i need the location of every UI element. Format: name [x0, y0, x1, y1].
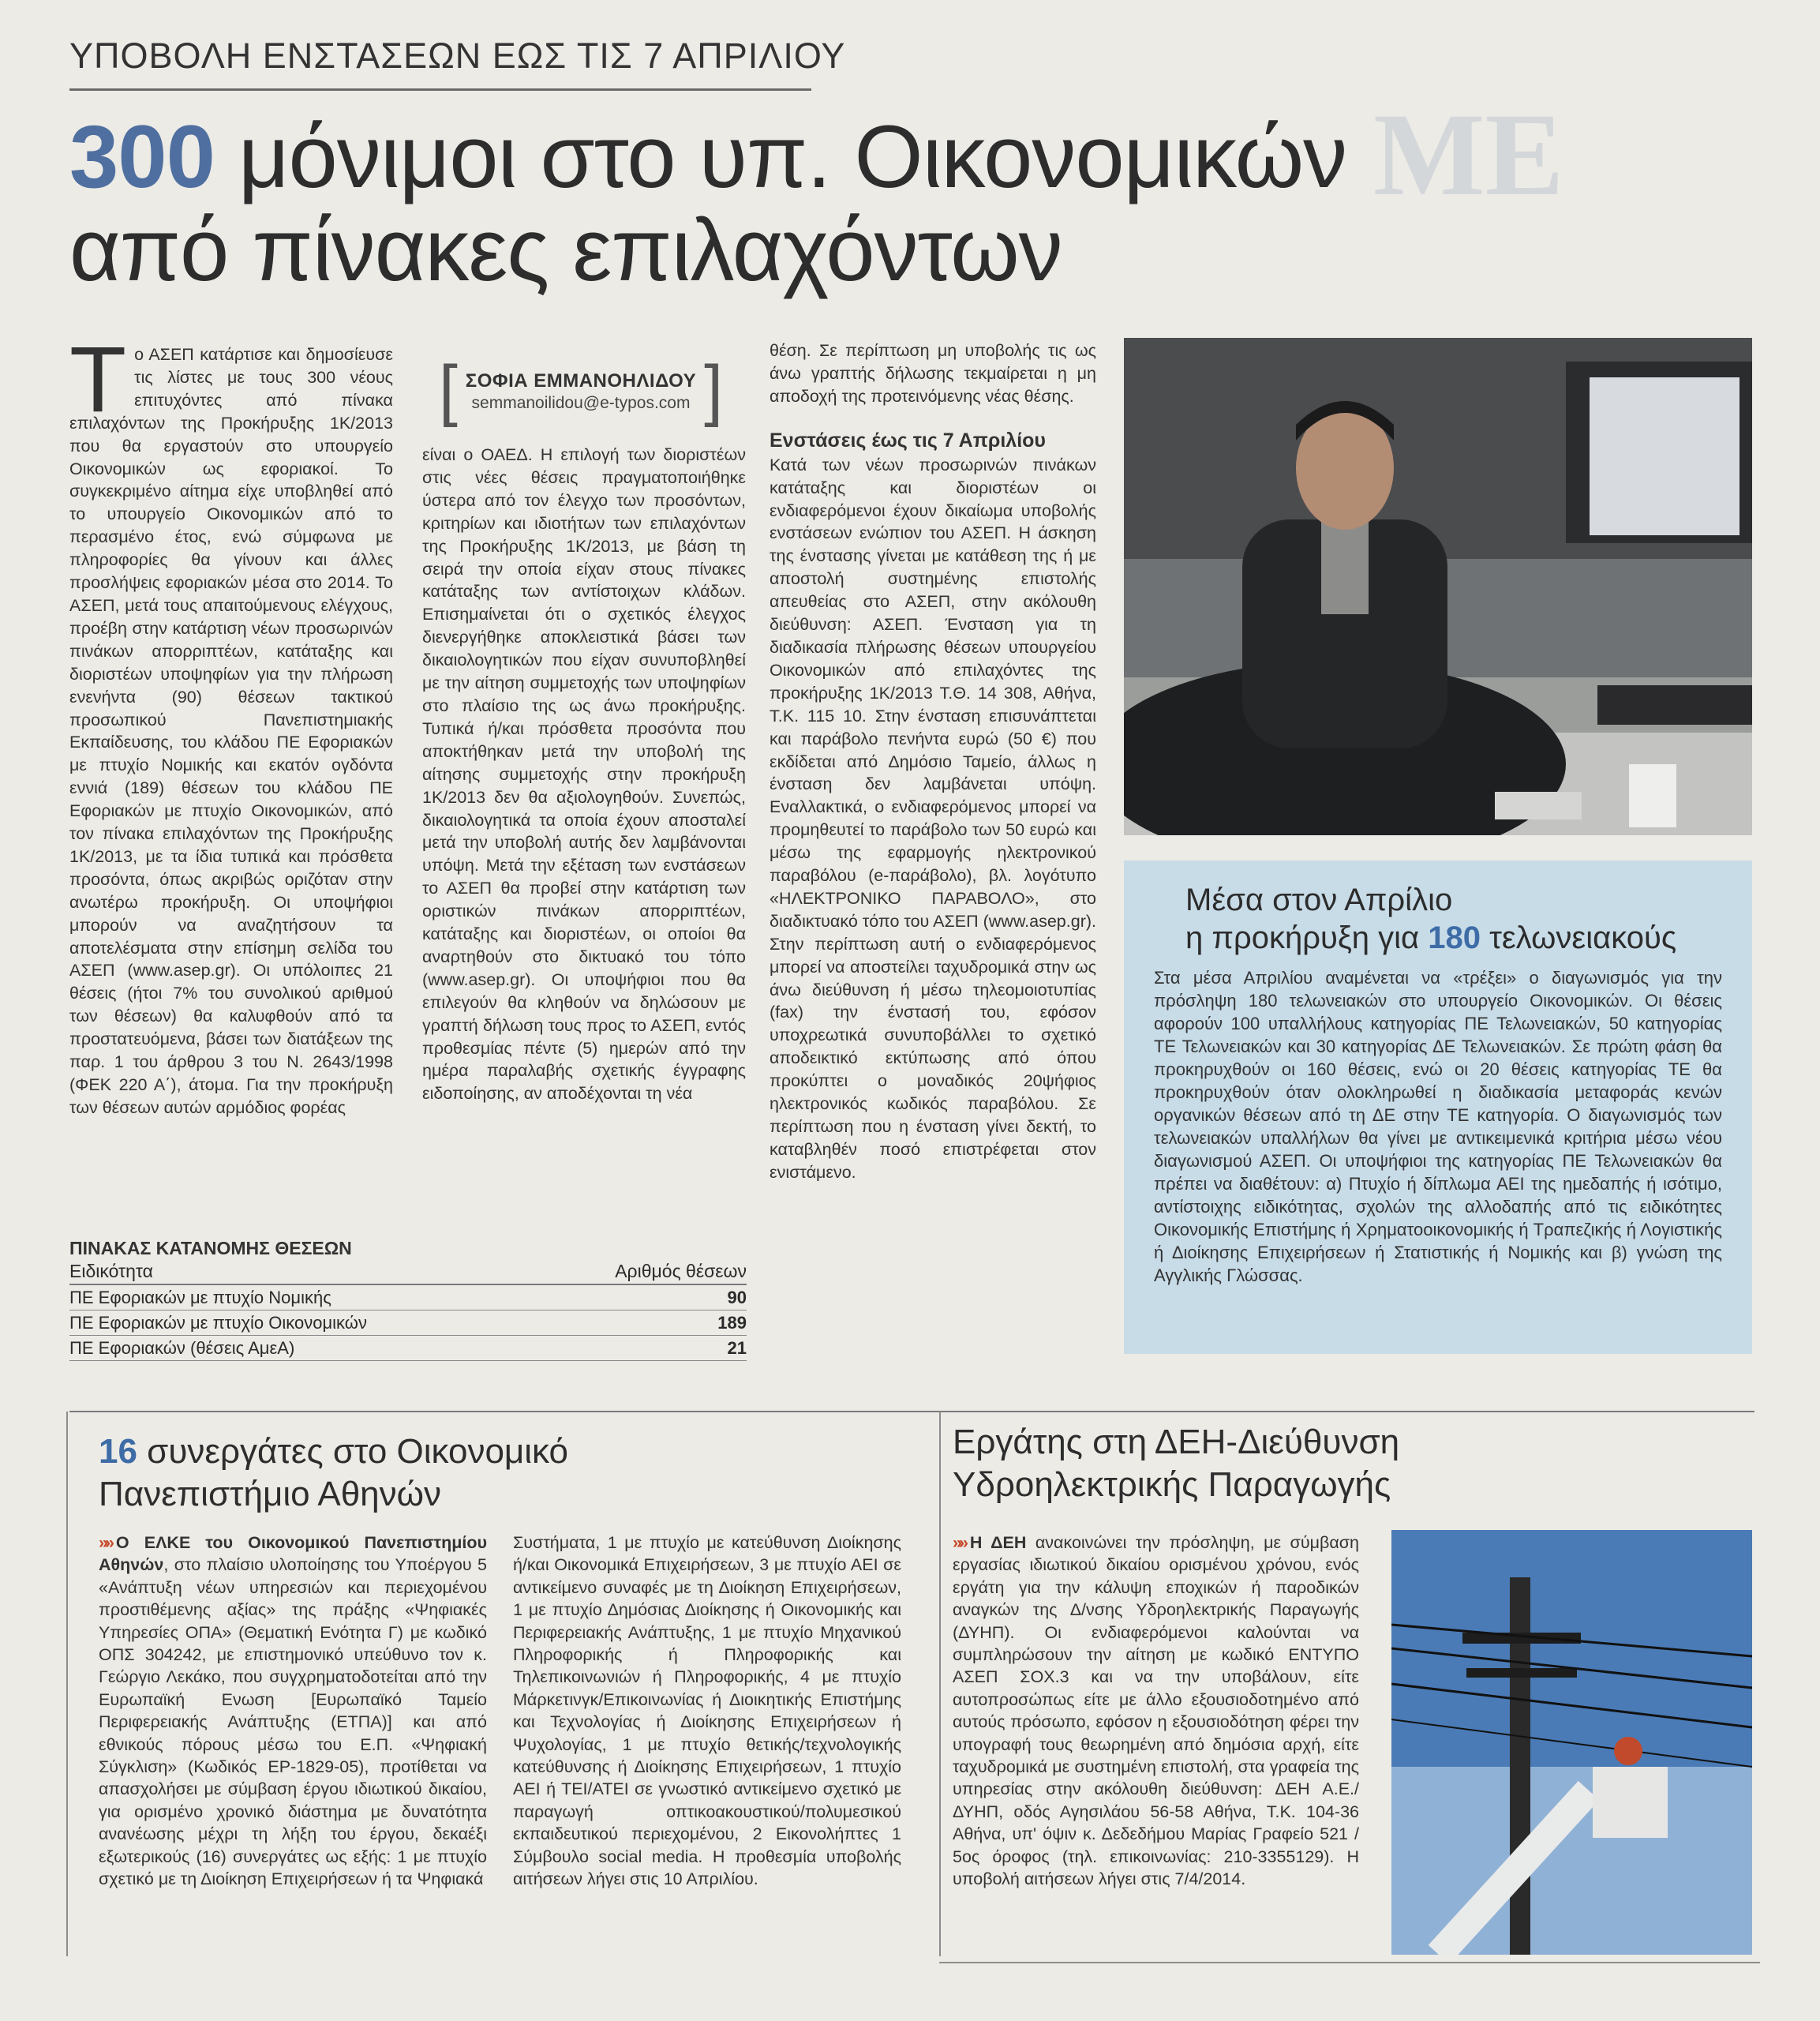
story2-title-rest: συνεργάτες στο Οικονομικό — [137, 1432, 568, 1471]
story2-col2-text: Συστήματα, 1 με πτυχίο με κατεύθυνση Διοίκησης ή/και Οικονομικά Επιχειρήσεων, 3 με πτυχίο ΑΕΙ σε αντικείμενο συναφές με τη Διοίκηση Επιχειρήσεων, 1 με πτυχίο Δημόσιας Διοίκησης ή Οικονομικής και Περιφερειακής Ανάπτυξης, 1 με πτυχίο Μηχανικού Πληροφορικής ή Πληροφορικής και Τηλεπικοινωνιών ή Πληροφορικής, 4 με πτυχίο Μάρκετινγκ/Επικοινωνίας ή Διοικητικής Επιστήμης και Τεχνολογίας ή Διοίκησης Επιχειρήσεων ή Ψυχολογίας, 1 με πτυχίο θετικής/τεχνολογικής κατεύθυνσης ή Διοίκησης Επιχειρήσεων, 1 πτυχίο ΑΕΙ ή ΤΕΙ/ΑΤΕΙ σε γνωστικό αντικείμενο σχετικό με παραγωγή οπτικοακουστικού/πολυμεσικού εκπαιδευτικού περιεχομένου, 2 Εικονολήπτες 1 Σύμβουλο social media. Η προθεσμία υποβολής αιτήσεων λήγει στις 10 Απριλίου. — [513, 1533, 901, 1889]
sidebar-text: Στα μέσα Απριλίου αναμένεται να «τρέξει» ο διαγωνισμός για την πρόσληψη 180 τελωνειακών στο υπουργείο Οικονομικών. Οι θέσεις αφορούν 100 υπαλλήλους κατηγορίας ΠΕ Τελωνειακών, 50 κατηγορίας ΤΕ Τελωνειακών και 30 κατηγορίας ΔΕ Τελωνειακών. Σε πρώτη φάση θα προκηρυχθούν οι 160 θέσεις, ενώ οι 20 θέσεις κατηγορίας ΤΕ θα προκηρυχθούν όταν ολοκληρωθεί η διαδικασία μεταφοράς κενών οργανικών θέσεων από τη ΔΕ στην ΤΕ κατηγορία. Ο διαγωνισμός των τελωνειακών υπαλλήλων θα γίνει με αντικειμενικά κριτήρια μέσω νέου διαγωνισμού ΑΣΕΠ. Οι υποψήφιοι της κατηγορίας ΠΕ Τελωνειακών θα πρέπει να διαθέτουν: α) Πτυχίο ή δίπλωμα ΑΕΙ της ημεδαπής ή ισότιμο, αντίστοιχης ειδικότητας, σχολών της αλλοδαπής από τις ειδικότητες Οικονομικής Επιστήμης ή Χρηματοοικονομικής ή Τραπεζικής ή Λογιστικής ή Διοίκησης Επιχειρήσεων ή Στατιστικής ή Νομικής και β) γνώση της Αγγλικής Γλώσσας. — [1154, 968, 1722, 1285]
column-divider — [939, 1412, 941, 1956]
story2-title — [99, 1430, 651, 1516]
utility-worker-photo — [1391, 1530, 1752, 1955]
row-label: ΠΕ Εφοριακών με πτυχίο Οικονομικών — [69, 1313, 367, 1333]
table-title: ΠΙΝΑΚΑΣ ΚΑΤΑΝΟΜΗΣ ΘΕΣΕΩΝ — [69, 1238, 352, 1258]
arrow-icon: »» — [953, 1533, 965, 1552]
headline-number: 300 — [69, 107, 215, 206]
story2-column-2 — [513, 1532, 901, 1891]
article-col2-text: είναι ο ΟΑΕΔ. Η επιλογή των διοριστέων στις νέες θέσεις πραγματοποιήθηκε ύστερα από τον έλεγχο των προσόντων, κριτηρίων και ιδιοτήτων των επιλαχόντων της Προκήρυξης 1Κ/2013, με βάση τη σειρά την οποία είχαν στους πίνακες κατάταξης των αντίστοιχων κλάδων. Επισημαίνεται ότι ο σχετικός έλεγχος διενεργήθηκε αποκλειστικά βάσει των δικαιολογητικών που είχαν συνυποβληθεί με την αίτηση συμμετοχής των υποψηφίων στο πλαίσιο της ως άνω προκήρυξης. Τυπικά ή/και πρόσθετα προσόντα που αποκτήθηκαν μετά την υποβολή της αίτησης συμμετοχής στην προκήρυξη 1Κ/2013 δεν θα αξιολογηθούν. Συνεπώς, δικαιολογητικά τα οποία έχουν αποσταλεί μετά την υποβολή αυτής δεν λαμβάνονται υπόψη. Μετά την εξέταση των ενστάσεων το ΑΣΕΠ θα προβεί στην κατάρτιση των οριστικών πινάκων απορριπτέων, κατάταξης και διοριστέων, οι οποίοι θα αναρτηθούν στο δικτυακό του τόπο (www.asep.gr). Οι υποψήφιοι που θα επιλεγούν θα κληθούν να δηλώσουν με γραπτή δήλωση τους προς το ΑΣΕΠ, εντός προθεσμίας πέντε (5) ημερών από την ημέρα παραλαβής σχετικής έγγραφης ειδοποίησης, αν αποδέχονται τη νέα — [422, 445, 746, 1104]
article-column-1 — [69, 328, 393, 1119]
row-value: 21 — [727, 1338, 747, 1358]
byline — [439, 352, 723, 428]
sidebar-box — [1124, 861, 1752, 1354]
header-specialty: Ειδικότητα — [69, 1261, 153, 1281]
author-name: ΣΟΦΙΑ ΕΜΜΑΝΟΗΛΙΔΟΥ — [465, 370, 697, 392]
story3-title — [953, 1421, 1505, 1506]
allocation-table — [69, 1238, 747, 1361]
table-header — [69, 1261, 747, 1285]
article-col3-p1: θέση. Σε περίπτωση μη υποβολής τις ως άνω γραπτής δήλωσης τεκμαίρεται η μη αποδοχή της προτεινόμενης νέας θέσης. — [770, 341, 1096, 406]
row-label: ΠΕ Εφοριακών με πτυχίο Νομικής — [69, 1288, 331, 1307]
header-positions: Αριθμός θέσεων — [615, 1261, 747, 1281]
section-divider — [69, 1411, 1754, 1412]
article-column-2 — [422, 444, 746, 1105]
story3-title-line2: Υδροηλεκτρικής Παραγωγής — [953, 1465, 1391, 1504]
sidebar-title-number: 180 — [1428, 921, 1481, 955]
box-edge-left — [66, 1412, 68, 1956]
story2-title-number: 16 — [99, 1432, 137, 1471]
page-title — [69, 107, 1648, 299]
story3-title-line1: Εργάτης στη ΔΕΗ-Διεύθυνση — [953, 1423, 1400, 1461]
bracket-right: ] — [704, 352, 723, 428]
sidebar-title — [1154, 881, 1722, 957]
article-column-3 — [770, 339, 1096, 1184]
kicker-rule — [69, 88, 811, 91]
story3-lead: Η ΔΕΗ — [969, 1533, 1027, 1552]
table-row — [69, 1310, 747, 1336]
headline-line1: μόνιμοι στο υπ. Οικονομικών — [214, 107, 1347, 206]
sidebar-title-pre: η προκήρυξη για — [1185, 921, 1429, 955]
arrow-icon: »» — [99, 1533, 111, 1552]
author-email[interactable]: semmanoilidou@e-typos.com — [471, 394, 691, 412]
bracket-left: [ — [439, 352, 458, 428]
article-col3-p2: Κατά των νέων προσωρινών πινάκων κατάταξης και διοριστέων οι ενδιαφερόμενοι έχουν δικαίωμα υποβολής ενστάσεων ενώπιον του ΑΣΕΠ. Η άσκηση της ένστασης γίνεται με κατάθεση της ή με αποστολή συστημένης επιστολής απευθείας στο ΑΣΕΠ, στην ακόλουθη διεύθυνση: ΑΣΕΠ. Ένσταση για τη διαδικασία πλήρωσης θέσεων υπουργείου Οικονομικών από επιλαχόντες της προκήρυξης 1Κ/2013 Τ.Θ. 14 308, Αθήνα, Τ.Κ. 115 10. Στην ένσταση επισυνάπτεται και παράβολο πενήντα ευρώ (50 €) που εκδίδεται από Δημόσιο Ταμείο, άλλως η ένσταση δεν λαμβάνεται υπόψη. Εναλλακτικά, ο ενδιαφερόμενος μπορεί να προμηθευτεί το παράβολο των 50 ευρώ και μέσω της εφαρμογής ηλεκτρονικού παραβόλου (e-παράβολο), βλ. λογότυπο «ΗΛΕΚΤΡΟΝΙΚΟ ΠΑΡΑΒΟΛΟ», στο διαδικτυακό τόπο του ΑΣΕΠ (www.asep.gr). Στην περίπτωση αυτή ο ενδιαφερόμενος μπορεί να αποστείλει ταχυδρομικά στην ως άνω διεύθυνση ή μέσω τηλεομοιοτυπίας (fax) την ένστασή του, εφόσον υποχρεωτικά συνυποβάλλει το σχετικό αποδεικτικό εκτύπωσης από όπου προκύπτει ο μοναδικός 20ψήφιος ηλεκτρονικός κωδικός παραβόλου. Σε περίπτωση που η ένσταση γίνει δεκτή, το καταβληθέν ποσό επιστρέφεται στον ενιστάμενο. — [770, 455, 1096, 1182]
article-subhead: Ενστάσεις έως τις 7 Απριλίου — [770, 429, 1046, 452]
story3-text: ανακοινώνει την πρόσληψη, με σύμβαση εργασίας ιδιωτικού δικαίου ορισμένου χρόνου, ενός εργάτη για την κάλυψη εποχικών ή παροδικών αναγκών της Δ/νσης Υδροηλεκτρικής Παραγωγής (ΔΥΗΠ). Οι ενδιαφερόμενοι καλούνται να συμπληρώσουν την αίτηση με κωδικό ΕΝΤΥΠΟ ΑΣΕΠ ΣΟΧ.3 και να την υποβάλουν, είτε αυτοπροσώπως είτε με άλλο εξουσιοδοτημένο από αυτούς πρόσωπο, εφόσον η εξουσιοδότηση φέρει την υπογραφή τους θεωρημένη από δημόσια αρχή, είτε ταχυδρομικά με συστημένη επιστολή, στα γραφεία της υπηρεσίας στην ακόλουθη διεύθυνση: ΔΕΗ Α.Ε./ΔΥΗΠ, οδός Αγησιλάου 56-58 Αθήνα, Τ.Κ. 104-36 Αθήνα, υπ' όψιν κ. Δεδεδήμου Μαρίας Γραφείο 521 / 5ος όροφος (τηλ. επικοινωνίας: 210-3355129). Η υποβολή αιτήσεων λήγει στις 7/4/2014. — [953, 1533, 1359, 1889]
box-edge-bottom — [939, 1962, 1760, 1963]
story2-title-line2: Πανεπιστήμιο Αθηνών — [99, 1475, 442, 1513]
sidebar-title-line1: Μέσα στον Απρίλιο — [1185, 883, 1453, 917]
story3-column — [953, 1532, 1359, 1891]
story2-col1-text: , στο πλαίσιο υλοποίησης του Υποέργου 5 «Ανάπτυξη νέων υπηρεσιών και περιεχομένου προστιθέμενης αξίας» της πράξης «Ψηφιακές Υπηρεσίες ΟΠΑ» (Θεματική Ενότητα Γ) με κωδικό ΟΠΣ 304242, με επιστημονικό υπεύθυνο τον κ. Γεώργιο Λεκάκο, που συγχρηματοδοτείται από την Ευρωπαϊκή Ενωση [Ευρωπαϊκό Ταμείο Περιφερειακής Ανάπτυξης (ΕΤΠΑ)] και από εθνικούς πόρους μέσω του Ε.Π. «Ψηφιακή Σύγκλιση» (Κωδικός ΕΡ-1829-05), προτίθεται να απασχολήσει με σύμβαση έργου ιδιωτικού δικαίου, για ορισμένο χρονικό διάστημα με δυνατότητα ανανέωσης μέχρι τη λήξη του έργου, δεκαέξι εξωτερικούς (16) συνεργάτες ως εξής: 1 με πτυχίο σχετικό με τη Διοίκηση Επιχειρήσεων ή τα Ψηφιακά — [99, 1555, 487, 1889]
row-value: 90 — [727, 1288, 747, 1307]
row-value: 189 — [717, 1313, 747, 1333]
row-label: ΠΕ Εφοριακών (θέσεις ΑμεΑ) — [69, 1338, 295, 1358]
headline-line2: από πίνακες επιλαχόντων — [69, 200, 1062, 299]
article-col1-text: ο ΑΣΕΠ κατάρτισε και δημοσίευσε τις λίστες με τους 300 νέους επιτυχόντες από πίνακα επιλαχόντων της Προκήρυξης 1Κ/2013 που θα εργαστούν στο υπουργείο Οικονομικών ως εφοριακοί. Το συγκεκριμένο αίτημα είχε υποβληθεί από το υπουργείο Οικονομικών από το περασμένο έτος, ενώ σύμφωνα με πληροφορίες θα γίνουν και άλλες προσλήψεις εφοριακών μέσα στο 2014. Το ΑΣΕΠ, μετά τους απαιτούμενους ελέγχους, προέβη στην κατάρτιση νέων προσωρινών πινάκων απορριπτέων, κατάταξης και διοριστέων υποψηφίων για την πλήρωση ενενήντα (90) θέσεων τακτικού προσωπικού Πανεπιστημιακής Εκπαίδευσης, του κλάδου ΠΕ Εφοριακών με πτυχίο Νομικής και εκατόν ογδόντα εννιά (189) θέσεων του κλάδου ΠΕ Εφοριακών με πτυχίο Οικονομικών, από τον πίνακα επιλαχόντων της Προκήρυξης 1Κ/2013, με τα ίδια τυπικά και πρόσθετα προσόντα, όπως ακριβώς οριζόταν στην ανωτέρω προκήρυξη. Οι υποψήφιοι μπορούν να αναζητήσουν τα αποτελέσματα στην επίσημη σελίδα του ΑΣΕΠ (www.asep.gr). Οι υπόλοιπες 21 θέσεις (ήτοι 7% του συνολικού αριθμού των θέσεων) θα καλυφθούν από τα προστατευόμενα, βάσει των διατάξεων της παρ. 1 του άρθρου 3 του Ν. 2643/1998 (ΦΕΚ 220 Α΄), άτομα. Για την προκήρυξη των θέσεων αυτών αρμόδιος φορέας — [69, 345, 393, 1117]
drop-cap: Τ — [69, 328, 127, 432]
story2-column-1 — [99, 1532, 487, 1891]
man-at-desk-photo — [1124, 338, 1752, 835]
table-row — [69, 1285, 747, 1310]
kicker: ΥΠΟΒΟΛΗ ΕΝΣΤΑΣΕΩΝ ΕΩΣ ΤΙΣ 7 ΑΠΡΙΛΙΟΥ — [69, 36, 846, 76]
table-row — [69, 1336, 747, 1361]
sidebar-title-post: τελωνειακούς — [1480, 921, 1677, 955]
bleed-through-text: ΜΕ — [1373, 89, 1564, 220]
story2-lead: Ο ΕΛΚΕ του Οικονομικού Πανεπιστημίου Αθηνών — [99, 1533, 487, 1575]
